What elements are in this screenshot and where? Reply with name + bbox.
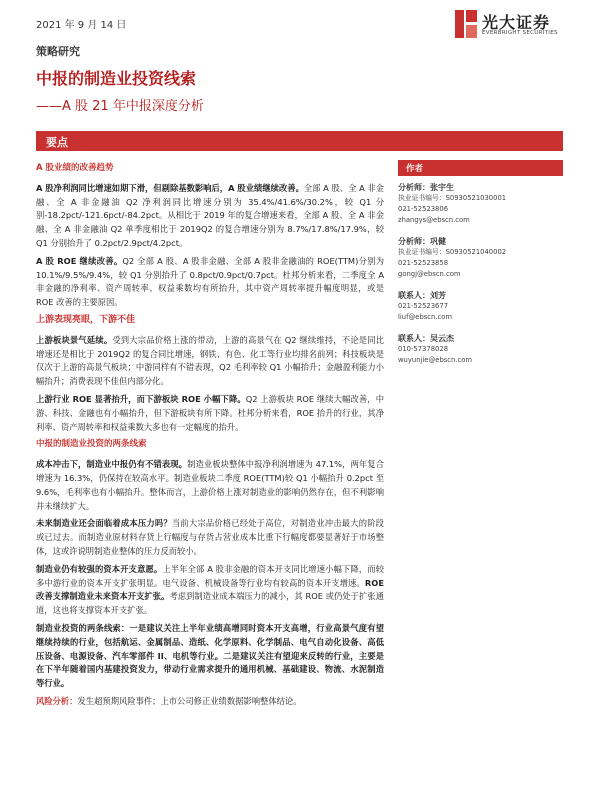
report-date: 2021 年 9 月 14 日 [36,20,127,31]
report-title: 中报的制造业投资线索 [36,69,197,88]
paragraph: A 股 ROE 继续改善。Q2 全部 A 股、A 股非金融、全部 A 股非金融油的 ROE(TTM)分别为 10.1%/9.5%/9.4%，较 Q1 分别抬升了 0.8pct/0.9pct/0.7pct。杜邦分析来看，二季度全 A 非金融的净利率、资产周转率、权益乘数均有所抬升，其中资产周转率提升幅度明显，或是 ROE 改善的主要原因。 [36,255,384,308]
summary-header-bar [36,131,563,151]
author-card [398,290,563,323]
author-phone: 021-52523677 [398,302,449,310]
author-email[interactable]: liuf@ebscn.com [398,313,453,321]
section-title: A 股业绩的改善趋势 [36,163,114,173]
logo-name-cn: 光大证券 [482,13,551,32]
author-phone: 010-57378028 [398,345,449,353]
summary-label: 要点 [46,136,68,149]
author-cert: 执业证书编号：S0930521040002 [398,248,507,256]
authors-heading: 作者 [398,160,563,176]
author-card [398,333,563,366]
risk-analysis: 风险分析：发生超预期风险事件；上市公司修正业绩数据影响整体结论。 [36,695,302,706]
report-subtitle: ——A 股 21 年中报深度分析 [36,99,204,114]
paragraph: 成本冲击下，制造业中报仍有不错表现。制造业板块整体中报净利润增速为 47.1%，两年复合增速为 16.3%，仍保持在较高水平。制造业板块二季度 ROE(TTM)较 Q1 小幅抬升 0.2pct 至 9.6%，毛利率也有小幅抬升。整体而言，上游价格上涨对制造业的影响仍然存在，但不利影响并未继续扩大。 [36,459,384,511]
author-name: 联系人：吴云杰 [398,334,454,343]
everbright-logo-icon [455,10,477,38]
paragraph: 上游行业 ROE 显著抬升，而下游板块 ROE 小幅下降。Q2 上游板块 ROE 继续大幅改善，中游、科技、金融也有小幅抬升，但下游板块有所下降。杜邦分析来看，ROE 抬升的行业，其净利率、资产周转率和权益乘数大多也有一定幅度的抬升。 [36,393,384,432]
paragraph: 制造业仍有较强的资本开支意愿。上半年全部 A 股非金融的资本开支同比增速小幅下降，而较多中游行业的资本开支扩张明显。电气设备、机械设备等行业均有较高的资本开支增速。ROE 改善支撑制造业未来资本开支扩张。考虑到制造业成本端压力的减小，其 ROE 或仍处于扩张通道，这也将支撑资本开支扩张。 [36,563,384,616]
logo-name-en: EVERBRIGHT SECURITIES [482,30,558,36]
brand-logo [455,8,565,44]
author-email[interactable]: zhangys@ebscn.com [398,216,470,224]
section-title: 上游表现亮眼，下游不佳 [36,314,136,325]
main-content [36,162,384,713]
authors-sidebar [398,160,563,376]
author-name: 分析师：张宇生 [398,183,454,192]
author-email[interactable]: gongj@ebscn.com [398,270,461,278]
author-card [398,182,563,226]
section-title: 中报的制造业投资的两条线索 [36,439,147,450]
author-name: 分析师：巩健 [398,237,446,246]
author-phone: 021-52523806 [398,205,449,213]
author-card [398,236,563,280]
author-name: 联系人：刘芳 [398,291,446,300]
report-category: 策略研究 [36,45,80,58]
paragraph: 制造业投资的两条线索：一是建议关注上半年业绩高增同时资本开支高增，行业高景气度有望继续持续的行业，包括航运、金属制品、造纸、化学原料、化学制品、电气自动化设备、高低压设备、电源设备、汽车零部件 II、电机等行业。二是建议关注有望迎来反转的行业，主要是在下半年随着国内基建投资发力，带动行业需求提升的通用机械、基础建设、物流、水泥制造等行业。 [36,622,384,689]
author-phone: 021-52523858 [398,259,449,267]
paragraph: 上游板块景气延续。受到大宗品价格上涨的带动，上游的高景气在 Q2 继续维持，不论是同比增速还是相比于 2019Q2 的复合同比增速，钢铁、有色、化工等行业均排名前列；科技板块是仅次于上游的高景气板块；中游同样有不错表现，Q2 毛利率较 Q1 小幅抬升；金融盈利能力小幅抬升；消费表现不佳但内部分化。 [36,334,384,387]
author-cert: 执业证书编号：S0930521030001 [398,194,507,202]
paragraph: A 股净利润同比增速如期下滑，但剔除基数影响后，A 股业绩继续改善。全部 A 股、全 A 非金融、全 A 非金融油 Q2 净利润同比增速分别为 35.4%/41.6%/30.2%，较 Q1 分别-18.2pct/-121.6pct/-84.2pct。从相比于 2019 年的复合增速来看，全部 A 股、全 A 非金融、全 A 非金融油 Q2 单季度相比于 2019Q2 的复合增速分别为 8.7%/17.8%/17.9%，较 Q1 分别抬升了 0.2pct/2.9pct/4.2pct。 [36,182,385,248]
author-email[interactable]: wuyunjie@ebscn.com [398,356,473,364]
paragraph: 未来制造业还会面临着成本压力吗？当前大宗品价格已经处于高位，对制造业冲击最大的阶段或已过去。而制造业原材料存货上行幅度与存货占营业成本比重下行幅度都要显著好于市场整体，这或许说明制造业整体的压力反而较小。 [36,518,384,556]
